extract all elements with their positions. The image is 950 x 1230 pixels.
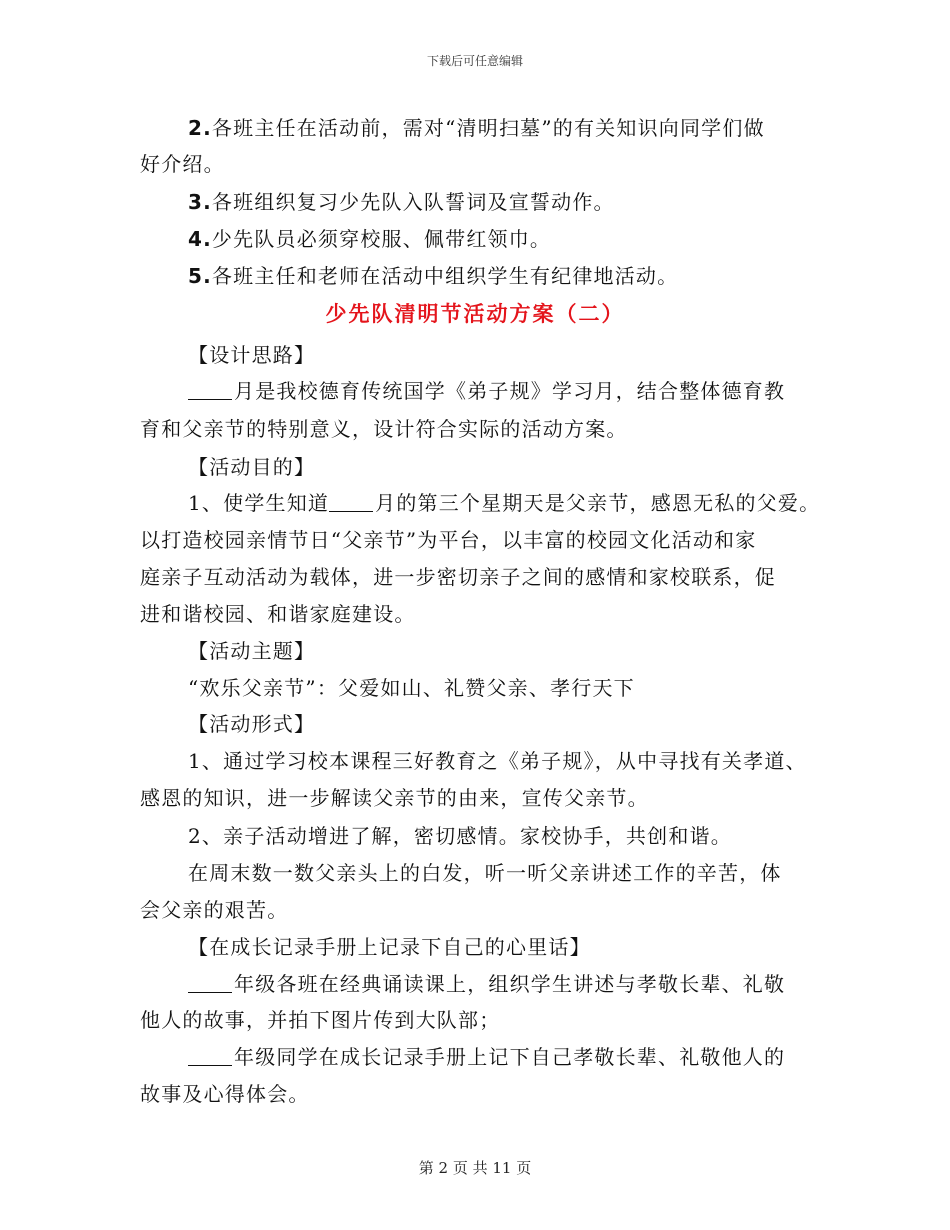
item-number: 5. <box>188 264 212 288</box>
fill-blank <box>188 379 232 400</box>
list-item-4 <box>188 225 551 253</box>
list-item-2 <box>188 114 765 142</box>
paragraph-text: 年级各班在经典诵读课上，组织学生讲述与孝敬长辈、礼敬 <box>234 972 786 996</box>
goal-line-3: 庭亲子互动活动为载体，进一步密切亲子之间的感情和家校联系，促 <box>140 565 776 589</box>
goal-line-2: 以打造校园亲情节日“父亲节”为平台，以丰富的校园文化活动和家 <box>140 528 757 552</box>
fill-blank <box>329 491 373 512</box>
page-header-note: 下载后可任意编辑 <box>426 54 523 68</box>
fill-blank <box>188 1045 232 1066</box>
form-heading: 【活动形式】 <box>188 712 316 736</box>
list-item-3 <box>188 188 615 216</box>
record-line-4: 故事及心得体会。 <box>140 1082 310 1106</box>
list-item-5 <box>188 262 678 290</box>
form-line-4: 在周末数一数父亲头上的白发，听一听父亲讲述工作的辛苦，体 <box>188 861 782 885</box>
paragraph-text: 1、使学生知道 <box>188 491 330 515</box>
item-text: 少先队员必须穿校服、佩带红领巾。 <box>211 227 552 251</box>
record-line-2: 他人的故事，并拍下图片传到大队部； <box>140 1008 501 1032</box>
form-line-2: 感恩的知识，进一步解读父亲节的由来，宣传父亲节。 <box>140 786 649 810</box>
item-text: 各班组织复习少先队入队誓词及宣誓动作。 <box>211 190 615 214</box>
item-number: 3. <box>188 190 212 214</box>
record-heading: 【在成长记录手册上记录下自己的心里话】 <box>188 935 591 959</box>
list-item-2-continued: 好介绍。 <box>140 152 225 176</box>
paragraph-text: 年级同学在成长记录手册上记下自己孝敬长辈、礼敬他人的 <box>234 1045 786 1069</box>
goal-heading: 【活动目的】 <box>188 455 316 479</box>
item-text: 各班主任在活动前，需对“清明扫墓”的有关知识向同学们做 <box>211 116 765 140</box>
fill-blank <box>188 972 232 993</box>
record-line-1 <box>188 970 785 998</box>
goal-line-4: 进和谐校园、和谐家庭建设。 <box>140 602 416 626</box>
form-line-1: 1、通过学习校本课程三好教育之《弟子规》，从中寻找有关孝道、 <box>188 749 807 773</box>
paragraph-text: 月是我校德育传统国学《弟子规》学习月，结合整体德育教 <box>234 379 786 403</box>
form-line-5: 会父亲的艰苦。 <box>140 898 289 922</box>
page-number-footer: 第 2 页 共 11 页 <box>418 1159 532 1177</box>
design-paragraph-line-2: 育和父亲节的特别意义，设计符合实际的活动方案。 <box>140 417 628 441</box>
design-paragraph-line-1 <box>188 377 785 405</box>
item-number: 2. <box>188 116 212 140</box>
item-number: 4. <box>188 227 212 251</box>
theme-heading: 【活动主题】 <box>188 639 316 663</box>
record-line-3 <box>188 1043 785 1071</box>
theme-text: “欢乐父亲节”：父爱如山、礼赞父亲、孝行天下 <box>188 676 635 700</box>
item-text: 各班主任和老师在活动中组织学生有纪律地活动。 <box>211 264 679 288</box>
goal-line-1 <box>188 489 820 517</box>
design-heading: 【设计思路】 <box>188 343 316 367</box>
form-line-3: 2、亲子活动增进了解，密切感情。家校协手，共创和谐。 <box>188 824 732 848</box>
section-title: 少先队清明节活动方案（二） <box>325 301 625 326</box>
paragraph-text: 月的第三个星期天是父亲节，感恩无私的父爱。 <box>375 491 821 515</box>
